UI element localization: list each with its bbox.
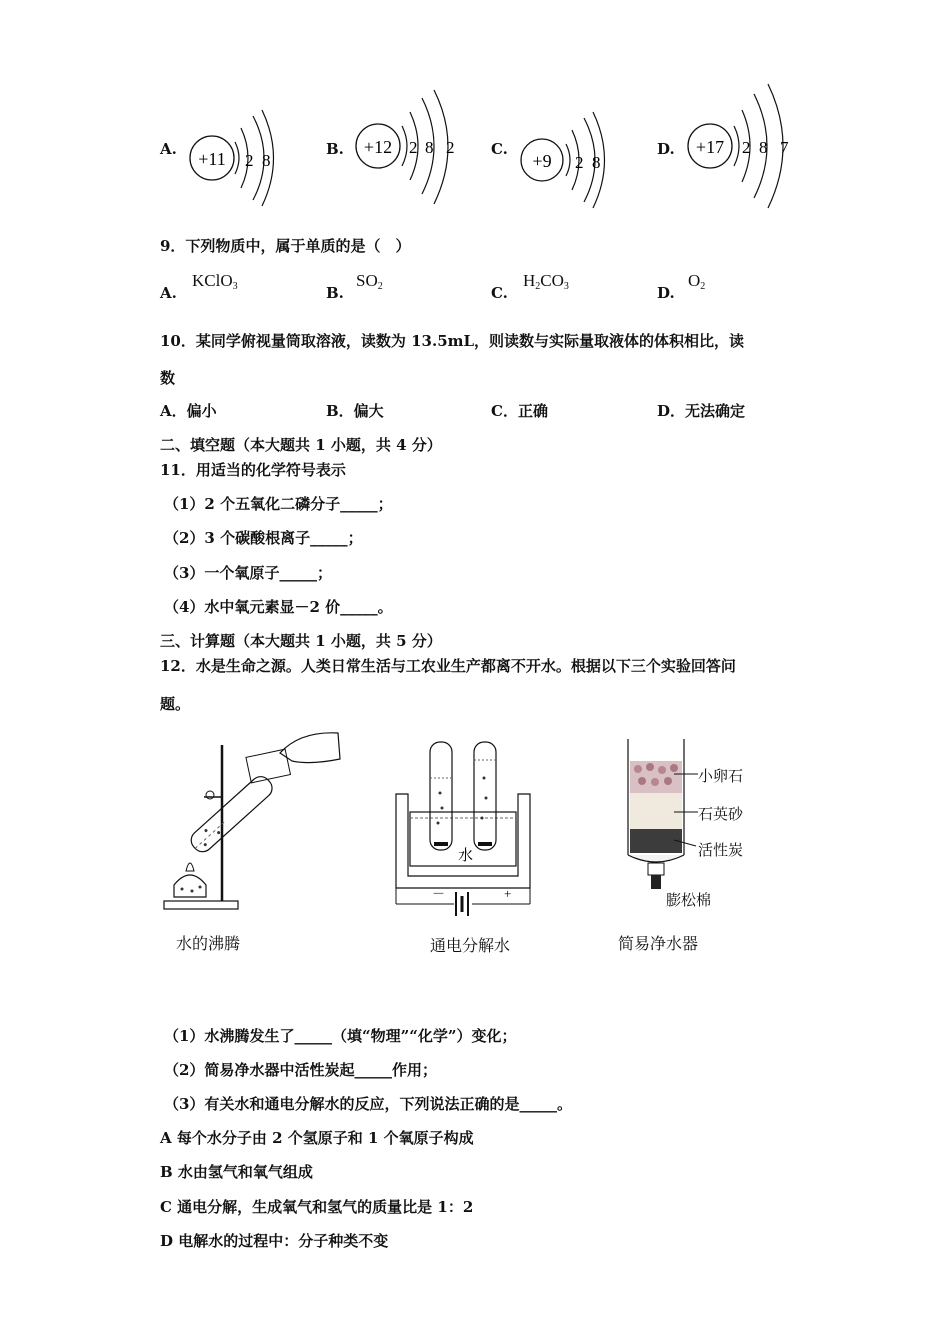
q9-stem: 9．下列物质中，属于单质的是（ ）	[160, 237, 411, 255]
negative-terminal-label: －	[432, 886, 446, 901]
outer-frame	[396, 794, 530, 888]
section-heading-calculation: 三、计算题（本大题共 1 小题，共 5 分）	[160, 632, 442, 650]
electrolysis-caption: 通电分解水	[430, 936, 511, 955]
shell-arc	[734, 126, 739, 166]
lamp-flame	[186, 863, 194, 871]
boiling-water-apparatus	[160, 725, 350, 920]
electrode-right	[478, 842, 492, 846]
q12-stem-line1: 12．水是生命之源。人类日常生活与工农业生产都离不开水。根据以下三个实验回答问	[160, 657, 736, 675]
nucleus-charge: +9	[532, 151, 552, 171]
tube-left	[430, 742, 452, 850]
option-letter: C.	[491, 140, 508, 158]
shell-electron-count: 2	[742, 138, 751, 157]
electrode-left	[434, 842, 448, 846]
nucleus-charge: +12	[363, 137, 393, 157]
q12-item-2: （2）简易净水器中活性炭起_____作用；	[164, 1061, 437, 1079]
label-pebbles: 小卵石	[698, 767, 744, 785]
tube-right	[474, 742, 496, 850]
positive-terminal-label: +	[504, 886, 512, 901]
card	[246, 749, 291, 783]
formula-kclo3: KClO$_3$	[192, 271, 238, 292]
shell-arc	[235, 142, 239, 174]
q12-choice-a: A 每个水分子由 2 个氢原子和 1 个氧原子构成	[160, 1129, 474, 1147]
q11-item-1: （1）2 个五氧化二磷分子_____；	[164, 495, 393, 513]
shell-electron-count: 2	[446, 138, 455, 157]
shell-electron-count: 2	[575, 153, 584, 172]
shell-electron-count: 2	[245, 151, 254, 170]
nucleus-charge: +17	[695, 137, 725, 157]
outlet-neck	[648, 863, 664, 875]
option-letter: A.	[160, 140, 177, 158]
shell-electron-count: 8	[592, 153, 601, 172]
clamp-screw	[206, 791, 214, 799]
test-tube	[187, 773, 276, 856]
atom-diagram-b	[352, 86, 472, 212]
q12-choice-c: C 通电分解，生成氧气和氢气的质量比是 1：2	[160, 1198, 474, 1216]
water-label: 水	[458, 848, 474, 864]
option-letter: C.	[491, 284, 508, 302]
q10-stem-line2: 数	[160, 369, 176, 387]
hand	[280, 733, 340, 763]
q12-item-1: （1）水沸腾发生了_____（填“物理”“化学”）变化；	[164, 1027, 517, 1045]
q10-option-c: C．正确	[491, 402, 548, 420]
atom-diagram-c	[518, 104, 618, 214]
q11-item-2: （2）3 个碳酸根离子_____；	[164, 529, 363, 547]
formula-h2co3: $H_2CO_3$	[523, 271, 569, 292]
shell-electron-count: 2	[409, 138, 418, 157]
alcohol-lamp	[174, 875, 206, 897]
shell-electron-count: 7	[780, 138, 789, 157]
boiling-caption: 水的沸腾	[176, 934, 241, 953]
q10-stem-line1: 10．某同学俯视量筒取溶液，读数为 13.5mL，则读数与实际量取液体的体积相比，读	[160, 332, 745, 350]
q12-choice-b: B 水由氢气和氧气组成	[160, 1163, 313, 1181]
nucleus-charge: +11	[198, 149, 226, 169]
q12-choice-d: D 电解水的过程中：分子种类不变	[160, 1232, 389, 1250]
shell-electron-count: 8	[425, 138, 434, 157]
option-letter: D.	[657, 140, 675, 158]
q11-item-3: （3）一个氧原子_____；	[164, 564, 332, 582]
label-activated-carbon: 活性炭	[698, 841, 744, 859]
label-quartz-sand: 石英砂	[698, 805, 744, 823]
atom-diagram-d	[684, 80, 804, 214]
stand-base	[164, 901, 238, 909]
q10-option-a: A．偏小	[160, 402, 217, 420]
option-letter: B.	[326, 284, 344, 302]
option-letter: A.	[160, 284, 177, 302]
q11-stem: 11．用适当的化学符号表示	[160, 461, 346, 479]
shell-arc	[566, 144, 570, 176]
shell-arc	[402, 126, 407, 166]
q12-stem-line2: 题。	[160, 695, 191, 713]
q12-item-3: （3）有关水和通电分解水的反应，下列说法正确的是_____。	[164, 1095, 572, 1113]
atom-diagram-a	[185, 102, 285, 212]
section-heading-fill-in: 二、填空题（本大题共 1 小题，共 4 分）	[160, 436, 442, 454]
q10-option-d: D．无法确定	[657, 402, 746, 420]
electrolysis-apparatus	[392, 738, 537, 923]
label-cotton: 膨松棉	[666, 891, 712, 909]
shell-electron-count: 8	[262, 151, 271, 170]
outlet-nozzle	[651, 875, 661, 889]
formula-so2: $SO_2$	[356, 271, 383, 292]
q10-option-b: B．偏大	[326, 402, 384, 420]
option-letter: D.	[657, 284, 675, 302]
option-letter: B.	[326, 140, 344, 158]
shell-electron-count: 8	[759, 138, 768, 157]
purifier-caption: 简易净水器	[618, 934, 699, 953]
q11-item-4: （4）水中氧元素显－2 价_____。	[164, 598, 393, 616]
formula-o2: $O_2$	[688, 271, 706, 292]
